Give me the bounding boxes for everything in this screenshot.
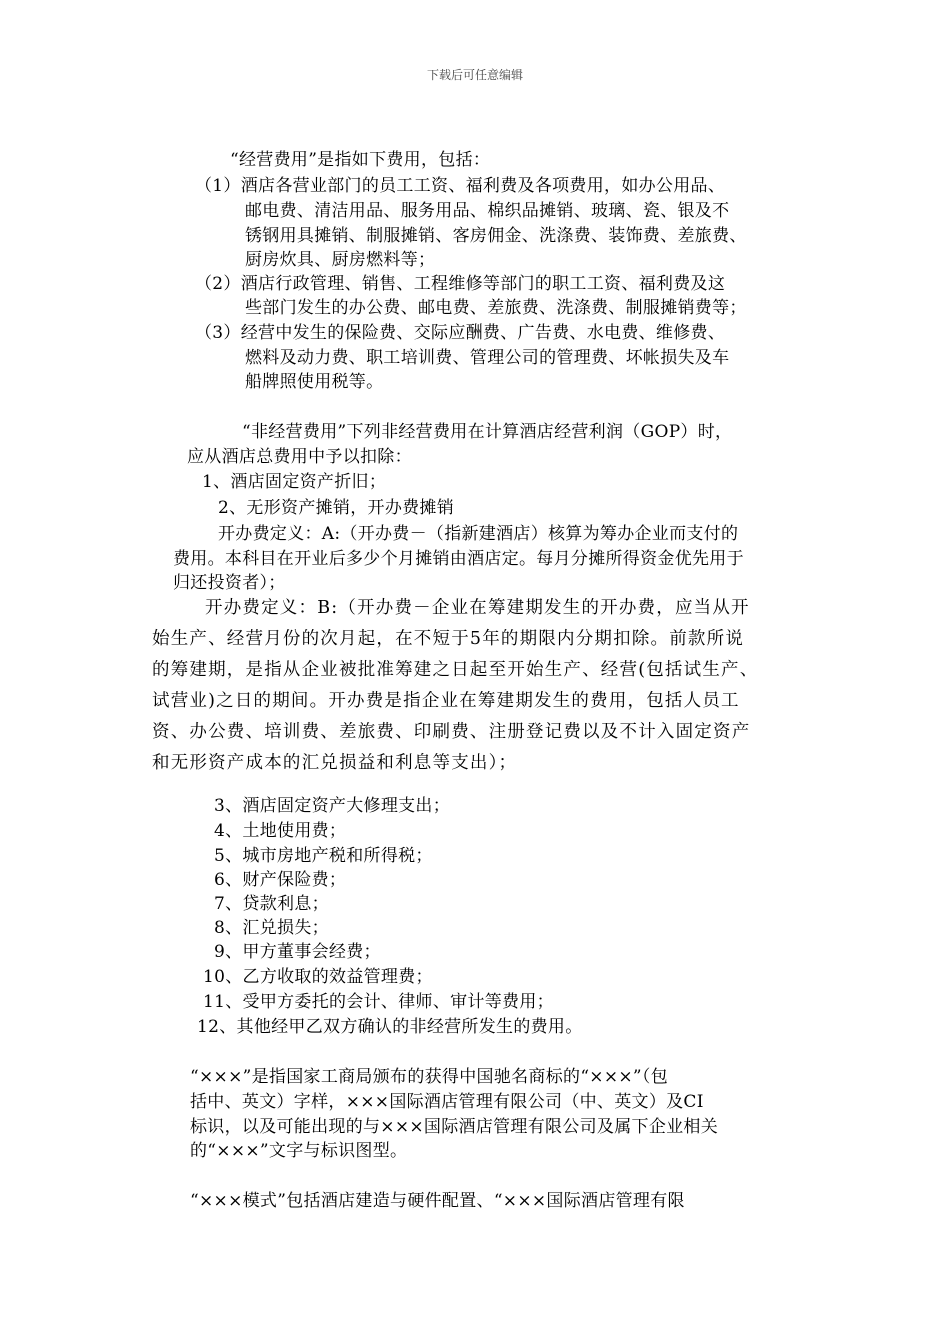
paragraph-line: 费用。本科目在开业后多少个月摊销由酒店定。每月分摊所得资金优先用于 xyxy=(173,549,744,569)
list-item: 8、汇兑损失； xyxy=(214,918,329,938)
paragraph-line: “非经营费用”下列非经营费用在计算酒店经营利润（GOP）时， xyxy=(242,422,733,442)
list-item: 2、无形资产摊销，开办费摊销 xyxy=(218,498,455,518)
list-item: 3、酒店固定资产大修理支出； xyxy=(214,796,451,816)
paragraph-line: （2）酒店行政管理、销售、工程维修等部门的职工工资、福利费及这 xyxy=(195,274,726,294)
paragraph-line: 的筹建期，是指从企业被批准筹建之日起至开始生产、经营(包括试生产、 xyxy=(152,660,759,680)
paragraph-line: 厨房炊具、厨房燃料等； xyxy=(245,250,436,270)
paragraph-line: （3）经营中发生的保险费、交际应酬费、广告费、水电费、维修费、 xyxy=(195,323,726,343)
paragraph-line: 和无形资产成本的汇兑损益和利息等支出）； xyxy=(152,753,518,773)
paragraph-line: 的“×××”文字与标识图型。 xyxy=(190,1141,408,1161)
list-item: 9、甲方董事会经费； xyxy=(214,942,381,962)
paragraph-line: 邮电费、清洁用品、服务用品、棉织品摊销、玻璃、瓷、银及不 xyxy=(245,201,730,221)
paragraph-line: 锈钢用具摊销、制服摊销、客房佣金、洗涤费、装饰费、差旅费、 xyxy=(245,226,747,246)
list-item: 5、城市房地产税和所得税； xyxy=(214,846,433,866)
paragraph-line: 船牌照使用税等。 xyxy=(245,372,384,392)
paragraph-line: 始生产、经营月份的次月起，在不短于5年的期限内分期扣除。前款所说 xyxy=(152,629,745,649)
paragraph-line: 开办费定义：B:（开办费－企业在筹建期发生的开办费，应当从开 xyxy=(205,598,750,618)
paragraph-line: 资、办公费、培训费、差旅费、印刷费、注册登记费以及不计入固定资产 xyxy=(152,722,751,742)
paragraph-line: 开办费定义：A:（开办费－（指新建酒店）核算为筹办企业而支付的 xyxy=(218,524,739,544)
paragraph-line: “×××”是指国家工商局颁布的获得中国驰名商标的“×××”（包 xyxy=(190,1067,669,1087)
list-item: 12、其他经甲乙双方确认的非经营所发生的费用。 xyxy=(197,1017,583,1037)
paragraph-line: 括中、英文）字样，×××国际酒店管理有限公司（中、英文）及CI xyxy=(190,1092,704,1112)
paragraph-line: 燃料及动力费、职工培训费、管理公司的管理费、坏帐损失及车 xyxy=(245,348,730,368)
paragraph-line: 些部门发生的办公费、邮电费、差旅费、洗涤费、制服摊销费等； xyxy=(245,298,747,318)
list-item: 1、酒店固定资产折旧； xyxy=(202,472,387,492)
paragraph-line: 归还投资者）； xyxy=(173,573,286,593)
paragraph-line: 应从酒店总费用中予以扣除： xyxy=(187,447,412,467)
page-header: 下载后可任意编辑 xyxy=(426,68,523,82)
list-item: 11、受甲方委托的会计、律师、审计等费用； xyxy=(203,992,554,1012)
paragraph-line: “经营费用”是指如下费用，包括： xyxy=(230,150,491,170)
list-item: 4、土地使用费； xyxy=(214,821,347,841)
list-item: 10、乙方收取的效益管理费； xyxy=(203,967,433,987)
paragraph-line: （1）酒店各营业部门的员工工资、福利费及各项费用，如办公用品、 xyxy=(195,176,726,196)
paragraph-line: “×××模式”包括酒店建造与硬件配置、“×××国际酒店管理有限 xyxy=(190,1191,685,1211)
list-item: 6、财产保险费； xyxy=(214,870,347,890)
paragraph-line: 试营业)之日的期间。开办费是指企业在筹建期发生的费用，包括人员工 xyxy=(152,691,740,711)
list-item: 7、贷款利息； xyxy=(214,894,329,914)
paragraph-line: 标识，以及可能出现的与×××国际酒店管理有限公司及属下企业相关 xyxy=(190,1117,719,1137)
